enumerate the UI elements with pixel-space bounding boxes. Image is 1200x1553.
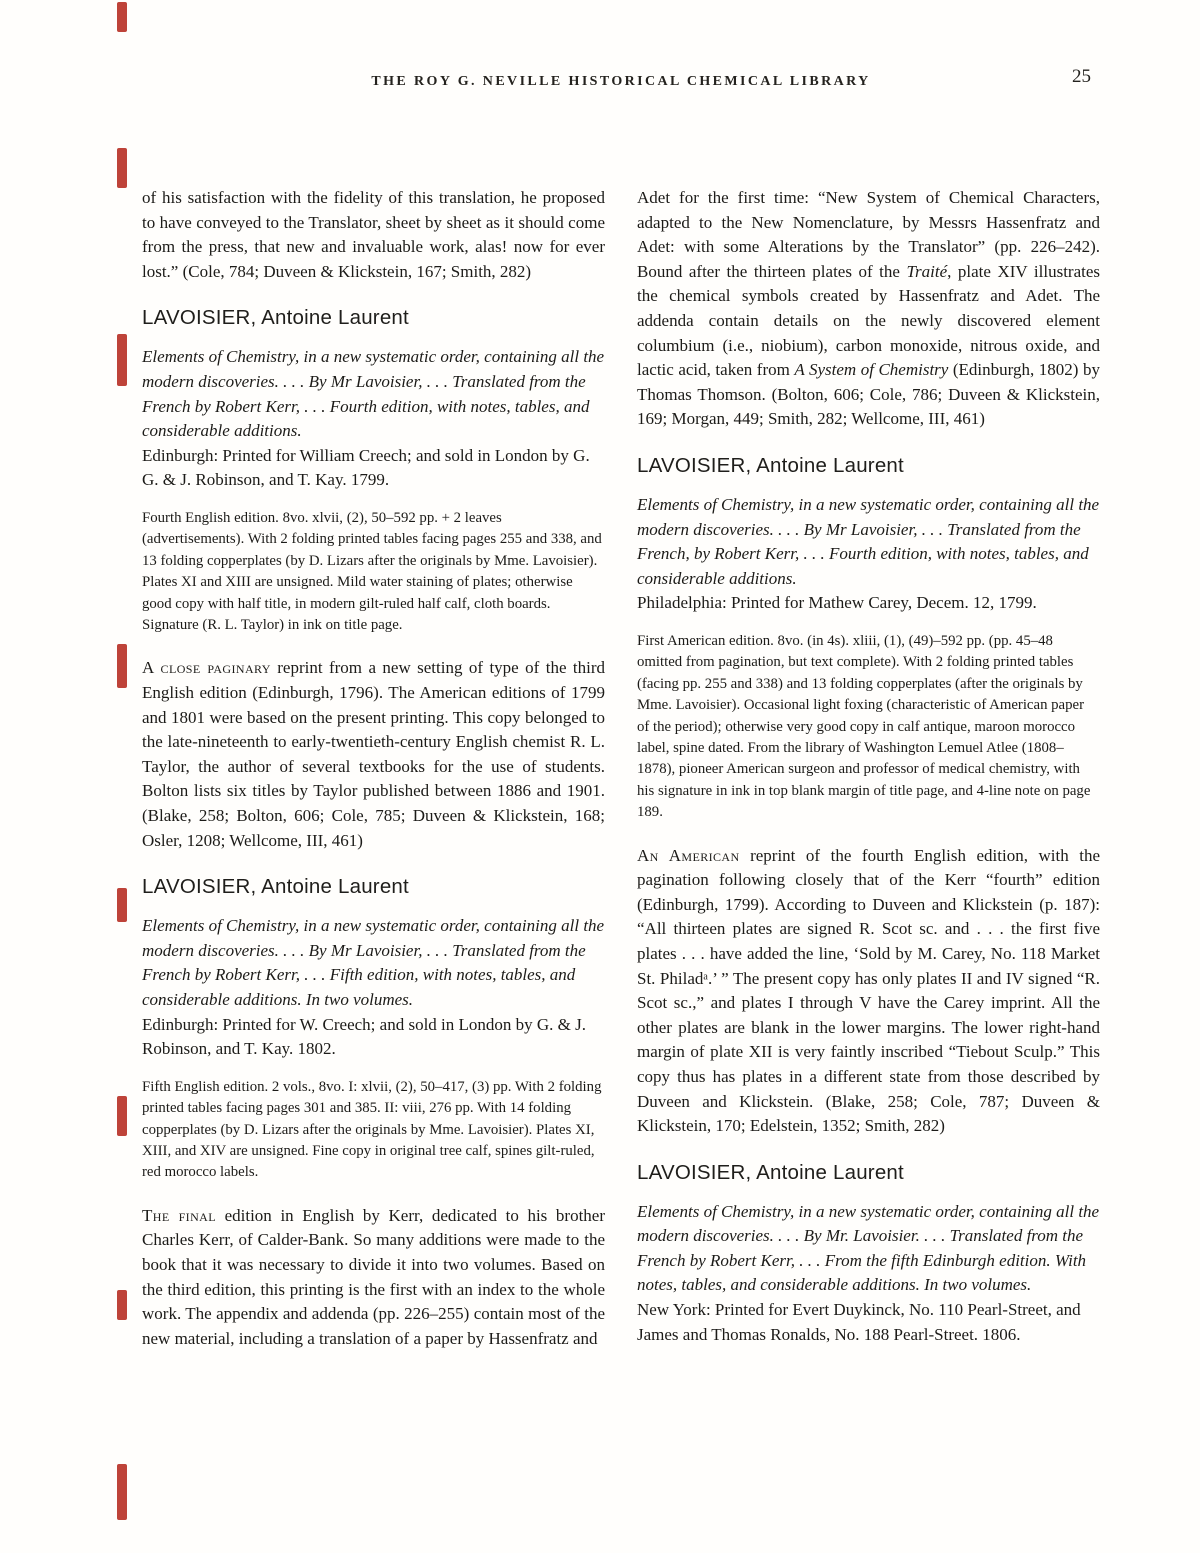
red-edge-mark bbox=[117, 644, 127, 688]
red-edge-mark bbox=[117, 1290, 127, 1320]
entry-heading-lavoisier-2: LAVOISIER, Antoine Laurent bbox=[142, 875, 409, 899]
entry-title-fifth-edinburgh bbox=[142, 914, 605, 1062]
title-transcription: Elements of Chemistry, in a new systematic order, containing all the modern discoveries. . . . By Mr Lavoisier, . . . Translated from the French by Robert Kerr, . . . Fifth edition, with notes, tables, and considerable additions. In two volumes. bbox=[142, 916, 605, 1009]
annotation-paragraph bbox=[637, 844, 1100, 1139]
scan-edge-marks bbox=[0, 0, 140, 1553]
red-edge-mark bbox=[117, 1096, 127, 1136]
annotation-text: edition in English by Kerr, dedicated to his brother Charles Kerr, of Calder-Bank. So many additions were made to the book that it was necessary to divide it into two volumes. Based on the third edition, this printing is the first with an index to the whole work. The appendix and addenda (pp. 226–255) contain most of the new material, including a translation of a paper by Hassenfratz and bbox=[142, 1205, 606, 1348]
entry-title-first-american bbox=[637, 493, 1100, 616]
imprint: Edinburgh: Printed for William Creech; and sold in London by G. G. & J. Robinson, and T. Kay. 1799. bbox=[142, 445, 590, 490]
collation-note: Fifth English edition. 2 vols., 8vo. I: xlvii, (2), 50–417, (3) pp. With 2 folding printed tables facing pages 301 and 385. II: viii, 276 pp. With 14 folding copperplates (by D. Lizars after the originals by Mme. Lavoisier). Plates XI, XIII, and XIV are unsigned. Fine copy in original tree calf, spines gilt-ruled, red morocco labels. bbox=[142, 1078, 602, 1181]
entry-heading-lavoisier-4: LAVOISIER, Antoine Laurent bbox=[637, 1160, 904, 1184]
entry-title-new-york-1806 bbox=[637, 1200, 1100, 1348]
title-transcription: Elements of Chemistry, in a new systematic order, containing all the modern discoveries. . . . By Mr. Lavoisier. . . . Translated from the French by Robert Kerr, . . . From the fifth Edinburgh edition. With notes, tables, and considerable additions. In two volumes. bbox=[637, 1201, 1100, 1295]
imprint: Edinburgh: Printed for W. Creech; and sold in London by G. & J. Robinson, and T. Kay. 1802. bbox=[142, 1014, 587, 1059]
imprint: Philadelphia: Printed for Mathew Carey, Decem. 12, 1799. bbox=[637, 593, 1037, 613]
collation-note: First American edition. 8vo. (in 4s). xliii, (1), (49)–592 pp. (pp. 45–48 omitted from pagination, but text complete). With 2 folding printed tables (facing pp. 255 and 338) and 13 folding copperplates (after the originals by Mme. Lavoisier). Occasional light foxing (characteristic of American paper of the period); otherwise very good copy in calf antique, maroon morocco label, spine dated. From the library of Washington Lemuel Atlee (1808–1878), pioneer American surgeon and professor of medical chemistry, with his signature in ink in top blank margin of title page, and 4-line note on page 189. bbox=[637, 632, 1091, 821]
title-transcription: Elements of Chemistry, in a new systematic order, containing all the modern discoveries. . . . By Mr Lavoisier, . . . Translated from the French by Robert Kerr, . . . Fourth edition, with notes, tables, and considerable additions. bbox=[142, 347, 605, 441]
small-caps-lead: An American bbox=[637, 845, 740, 865]
annotation-paragraph bbox=[142, 1204, 605, 1352]
red-edge-mark bbox=[117, 148, 127, 188]
collation-note: Fourth English edition. 8vo. xlvii, (2), 50–592 pp. + 2 leaves (advertisements). With 2 folding printed tables facing pages 255 and 338, and 13 folding copperplates (by D. Lizars after the originals by Mme. Lavoisier). Plates XI and XIII are unsigned. Mild water staining of plates; otherwise good copy with half title, in modern gilt-ruled half calf, cloth boards. Signature (R. L. Taylor) in ink on title page. bbox=[142, 509, 602, 633]
red-edge-mark bbox=[117, 2, 127, 32]
continuation-paragraph: of his satisfaction with the fidelity of this translation, he proposed to have conveyed to the Translator, sheet by sheet as it should come from the press, that new and invaluable work, alas! now for ever lost.” (Cole, 784; Duveen & Klickstein, 167; Smith, 282) bbox=[142, 188, 605, 281]
red-edge-mark bbox=[117, 334, 127, 386]
right-column bbox=[637, 186, 1100, 1373]
red-edge-mark bbox=[117, 888, 127, 922]
entry-heading-lavoisier-1: LAVOISIER, Antoine Laurent bbox=[142, 306, 409, 330]
entry-title-fourth-edinburgh bbox=[142, 345, 605, 493]
annotation-text: reprint from a new setting of type of the third English edition (Edinburgh, 1796). The American editions of 1799 and 1801 were based on the present printing. This copy belonged to the late-nineteenth to early-twentieth-century English chemist R. L. Taylor, the author of several textbooks for the use of students. Bolton lists six titles by Taylor published between 1886 and 1901. (Blake, 258; Bolton, 606; Cole, 785; Duveen & Klickstein, 168; Osler, 1208; Wellcome, III, 461) bbox=[142, 658, 606, 850]
small-caps-lead: The final bbox=[142, 1205, 216, 1225]
small-caps-lead: A close paginary bbox=[142, 658, 271, 678]
title-transcription: Elements of Chemistry, in a new systematic order, containing all the modern discoveries. . . . By Mr Lavoisier, . . . Translated from the French, by Robert Kerr, . . . Fourth edition, with notes, tables, and considerable additions. bbox=[637, 494, 1100, 588]
entry-heading-lavoisier-3: LAVOISIER, Antoine Laurent bbox=[637, 453, 904, 477]
continuation-paragraph: Adet for the first time: “New System of Chemical Characters, adapted to the New Nomenclature, by Messrs Hassenfratz and Adet: with some Alterations by the Translator” (pp. 226–242). Bound after the thirteen plates of the Traité, plate XIV illustrates the chemical symbols created by Hassenfratz and Adet. The addenda contain details on the newly discovered element columbium (i.e., niobium), carbon monoxide, nitrous oxide, and lactic acid, taken from A System of Chemistry (Edinburgh, 1802) by Thomas Thomson. (Bolton, 606; Cole, 786; Duveen & Klickstein, 169; Morgan, 449; Smith, 282; Wellcome, III, 461) bbox=[637, 188, 1101, 429]
left-column bbox=[142, 186, 605, 1373]
running-head: THE ROY G. NEVILLE HISTORICAL CHEMICAL LIBRARY bbox=[371, 74, 871, 89]
annotation-text: reprint of the fourth English edition, with the pagination following closely that of the Kerr “fourth” edition (Edinburgh, 1799). According to Duveen and Klickstein (p. 187): “All thirteen plates are signed R. Scot sc. and . . . the first five plates . . . have added the line, ‘Sold by M. Carey, No. 118 Market St. Philadᵃ.’ ” The present copy has only plates II and IV signed “R. Scot sc.,” and plates I through V have the Carey imprint. All the other plates are blank in the lower margins. The lower right-hand margin of plate XII is very faintly inscribed “Tiebout Sculp.” This copy thus has plates in a different state from those described by Duveen and Klickstein. (Blake, 258; Cole, 787; Duveen & Klickstein, 170; Edelstein, 1352; Smith, 282) bbox=[637, 845, 1100, 1136]
page-number: 25 bbox=[1072, 66, 1091, 87]
text-columns bbox=[142, 186, 1100, 1373]
imprint: New York: Printed for Evert Duykinck, No. 110 Pearl-Street, and James and Thomas Ronalds, No. 188 Pearl-Street. 1806. bbox=[637, 1300, 1081, 1344]
annotation-paragraph bbox=[142, 656, 605, 853]
red-edge-mark bbox=[117, 1464, 127, 1520]
